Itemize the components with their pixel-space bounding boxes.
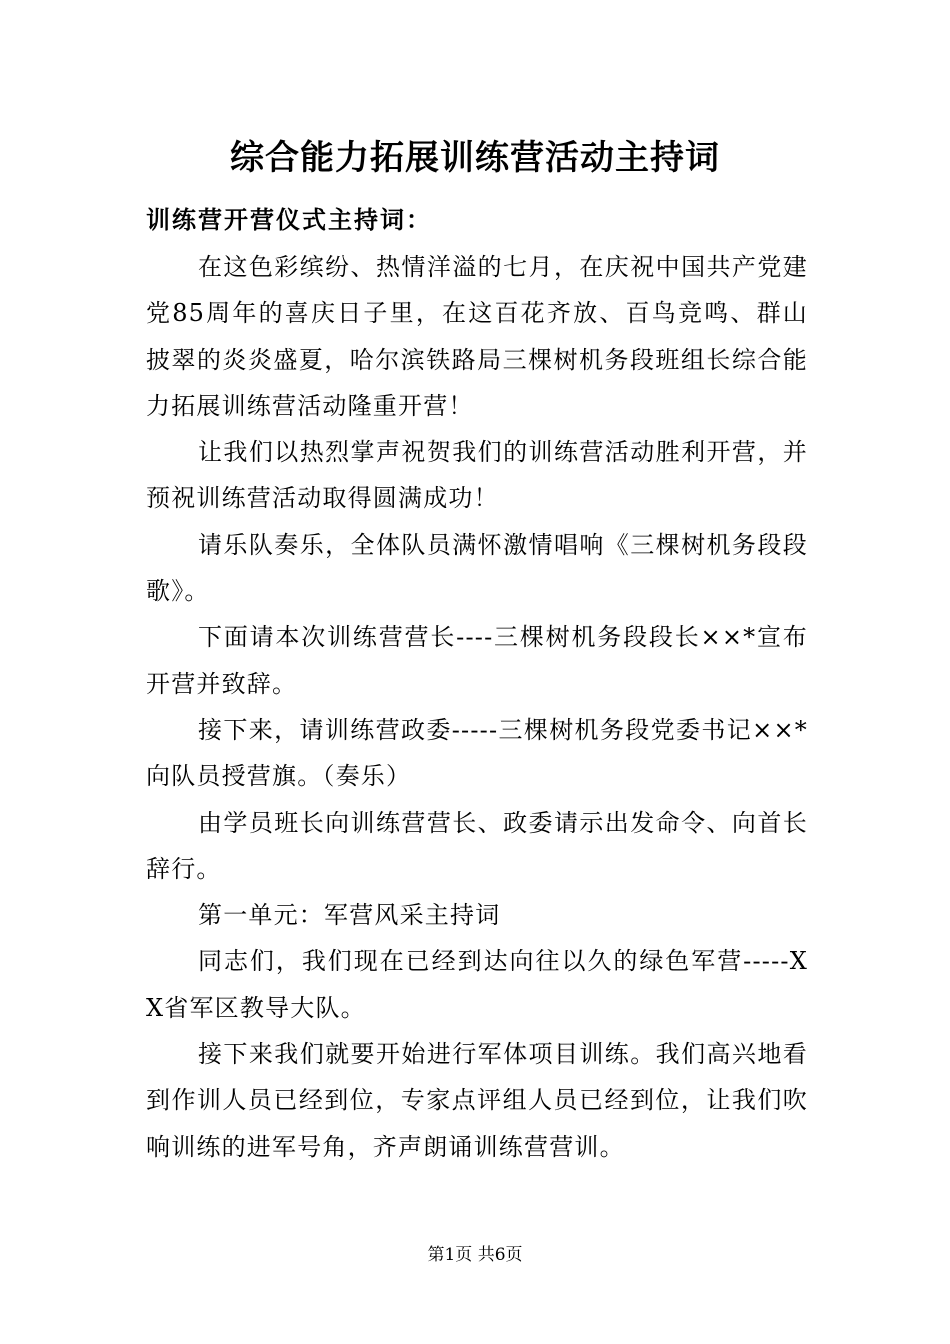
paragraph: 接下来我们就要开始进行军体项目训练。我们高兴地看到作训人员已经到位，专家点评组人员已经到位，让我们吹响训练的进军号角，齐声朗诵训练营营训。 [146, 1040, 808, 1161]
section-heading: 训练营开营仪式主持词： [146, 205, 432, 234]
paragraph: 让我们以热烈掌声祝贺我们的训练营活动胜利开营，并预祝训练营活动取得圆满成功！ [146, 438, 808, 513]
paragraph: 第一单元：军营风采主持词 [198, 901, 501, 930]
paragraph: 同志们，我们现在已经到达向往以久的绿色军营-----XX省军区教导大队。 [146, 947, 808, 1022]
paragraph: 在这色彩缤纷、热情洋溢的七月，在庆祝中国共产党建党85周年的喜庆日子里，在这百花齐放、百鸟竞鸣、群山披翠的炎炎盛夏，哈尔滨铁路局三棵树机务段班组长综合能力拓展训练营活动隆重开营！ [146, 253, 808, 420]
document-title: 综合能力拓展训练营活动主持词 [230, 138, 720, 178]
page-footer: 第1页 共6页 [427, 1245, 523, 1265]
paragraph: 由学员班长向训练营营长、政委请示出发命令、向首长辞行。 [146, 808, 808, 883]
paragraph: 接下来，请训练营政委-----三棵树机务段党委书记××*向队员授营旗。（奏乐） [146, 715, 808, 791]
document-body [146, 244, 808, 1170]
paragraph: 下面请本次训练营营长----三棵树机务段段长××*宣布开营并致辞。 [146, 623, 808, 698]
paragraph: 请乐队奏乐，全体队员满怀激情唱响《三棵树机务段段歌》。 [146, 530, 808, 606]
